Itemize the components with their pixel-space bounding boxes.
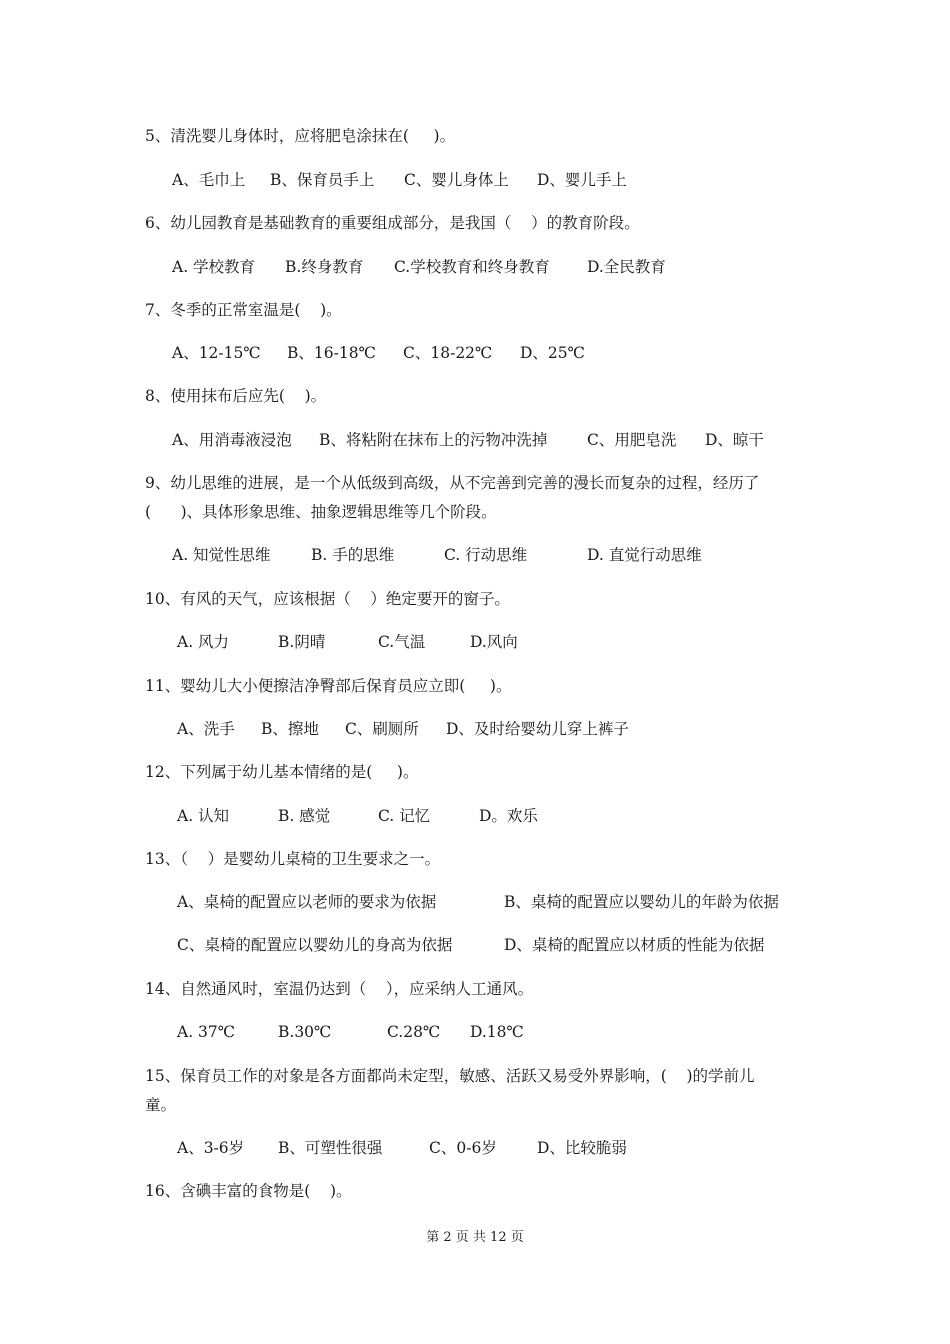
q15-option-b: B、可塑性很强 [278,1139,383,1157]
q8-option-b: B、将粘附在抹布上的污物冲洗掉 [319,431,548,449]
q15-option-d: D、比较脆弱 [537,1139,627,1157]
q6-option-b: B.终身教育 [285,258,364,276]
q14-option-c: C.28℃ [387,1023,441,1041]
q6-option-c: C.学校教育和终身教育 [394,258,550,276]
q9-option-a: A. 知觉性思维 [172,546,271,564]
q12-option-d: D。欢乐 [479,807,538,825]
q12-option-b: B. 感觉 [278,807,331,825]
question-9: 9、幼儿思维的进展，是一个从低级到高级，从不完善到完善的漫长而复杂的过程，经历了 [145,474,760,492]
question-11: 11、婴幼儿大小便擦洁净臀部后保育员应立即( )。 [145,677,512,695]
q8-option-c: C、用肥皂洗 [587,431,677,449]
question-12: 12、下列属于幼儿基本情绪的是( )。 [145,763,419,781]
q9-option-d: D. 直觉行动思维 [587,546,702,564]
q13-option-a: A、桌椅的配置应以老师的要求为依据 [177,893,437,911]
question-16: 16、含碘丰富的食物是( )。 [145,1182,352,1200]
q8-option-a: A、用消毒液浸泡 [172,431,292,449]
q10-option-b: B.阴晴 [278,633,326,651]
q5-option-b: B、保育员手上 [270,171,375,189]
q11-option-d: D、及时给婴幼儿穿上裤子 [446,720,629,738]
q10-option-c: C.气温 [378,633,426,651]
question-15-continued: 童。 [145,1096,177,1114]
question-15: 15、保育员工作的对象是各方面都尚未定型，敏感、活跃又易受外界影响，( )的学前儿 [145,1067,755,1085]
question-10: 10、有风的天气，应该根据（ ）绝定要开的窗子。 [145,590,510,608]
q15-option-c: C、0-6岁 [429,1139,497,1157]
q11-option-b: B、擦地 [261,720,319,738]
q13-option-c: C、桌椅的配置应以婴幼儿的身高为依据 [177,936,453,954]
q10-option-a: A. 风力 [177,633,230,651]
question-7: 7、冬季的正常室温是( )。 [145,301,342,319]
q14-option-b: B.30℃ [278,1023,332,1041]
q10-option-d: D.风向 [470,633,518,651]
q11-option-c: C、刷厕所 [345,720,419,738]
question-5: 5、清洗婴儿身体时，应将肥皂涂抹在( )。 [145,127,456,145]
q9-option-b: B. 手的思维 [311,546,395,564]
q13-option-d: D、桌椅的配置应以材质的性能为依据 [504,936,765,954]
q7-option-d: D、25℃ [520,344,585,362]
q5-option-c: C、婴儿身体上 [404,171,509,189]
q9-option-c: C. 行动思维 [444,546,528,564]
page-footer: 第 2 页 共 12 页 [426,1230,524,1245]
q7-option-c: C、18-22℃ [403,344,493,362]
q5-option-d: D、婴儿手上 [537,171,627,189]
q13-option-b: B、桌椅的配置应以婴幼儿的年龄为依据 [504,893,779,911]
q5-option-a: A、毛巾上 [172,171,246,189]
q7-option-b: B、16-18℃ [287,344,376,362]
question-14: 14、自然通风时，室温仍达到（ ），应采纳人工通风。 [145,980,534,998]
q12-option-c: C. 记忆 [378,807,431,825]
question-6: 6、幼儿园教育是基础教育的重要组成部分，是我国（ ）的教育阶段。 [145,214,640,232]
question-8: 8、使用抹布后应先( )。 [145,387,327,405]
question-9-continued: ( )、具体形象思维、抽象逻辑思维等几个阶段。 [145,503,497,521]
q11-option-a: A、洗手 [177,720,235,738]
q6-option-d: D.全民教育 [587,258,666,276]
q8-option-d: D、晾干 [705,431,764,449]
q14-option-d: D.18℃ [470,1023,524,1041]
q7-option-a: A、12-15℃ [172,344,261,362]
question-13: 13、（ ）是婴幼儿桌椅的卫生要求之一。 [145,850,441,868]
q14-option-a: A. 37℃ [177,1023,236,1041]
q6-option-a: A. 学校教育 [172,258,256,276]
q12-option-a: A. 认知 [177,807,230,825]
q15-option-a: A、3-6岁 [177,1139,245,1157]
